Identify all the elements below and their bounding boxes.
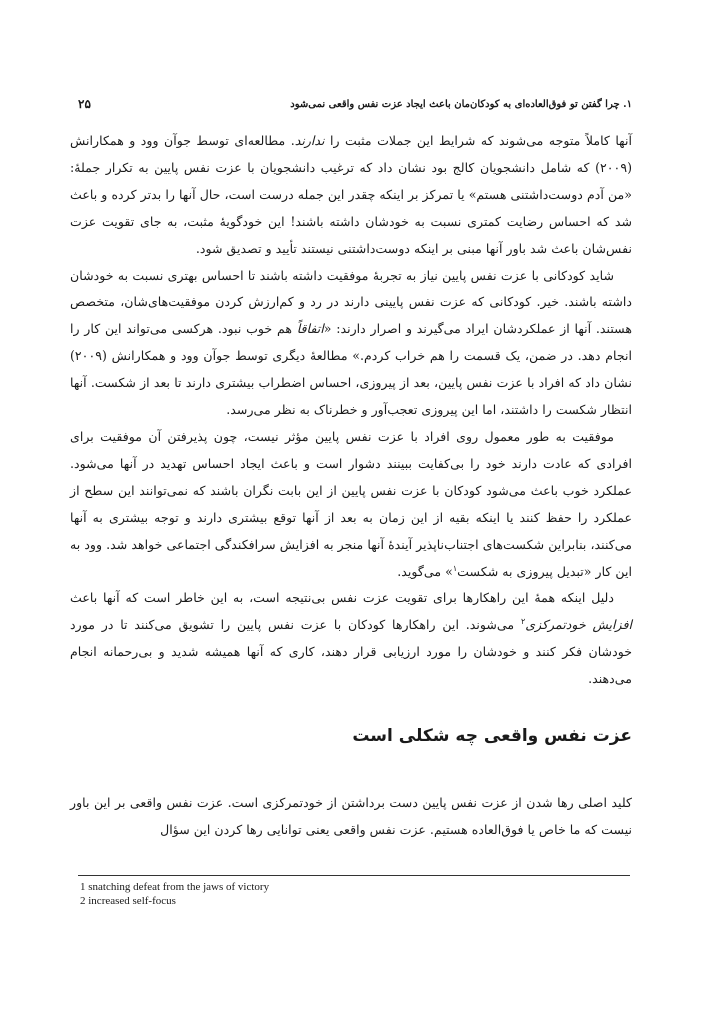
- page-number: ۲۵: [78, 97, 91, 111]
- section-body: [70, 790, 632, 844]
- footnote-marker: ۲: [520, 617, 526, 627]
- paragraph: کلید اصلی رها شدن از عزت نفس پایین دست برداشتن از خودتمرکزی است. عزت نفس واقعی بر این باور نیست که ما خاص یا فوق‌العاده هستیم. عزت نفس واقعی یعنی توانایی رها کردن این سؤال: [70, 795, 632, 837]
- footnote-marker: ۱: [452, 563, 458, 573]
- paragraph: [70, 263, 632, 424]
- text-run: دلیل اینکه همهٔ این راهکارها برای تقویت عزت نفس بی‌نتیجه است، به این خاطر است که آنها باعث: [70, 590, 614, 606]
- footnote: 2 increased self-focus: [80, 895, 176, 907]
- text-run: هم خوب نبود. هرکسی می‌تواند این کار را انجام دهد. در ضمن، یک قسمت را هم خراب کردم.» مطالعهٔ دیگری توسط جوآن وود و همکارانش (۲۰۰۹) نشان داد که افراد با عزت نفس پایین، بعد از پیروزی، احساس اضطراب بیشتری دارند تا بعد از شکست. آنها انتظار شکست را داشتند، اما این پیروزی تعجب‌آور و خطرناک به نظر می‌رسد.: [70, 321, 632, 418]
- text-run: شاید کودکانی با عزت نفس پایین نیاز به تجربهٔ موفقیت داشته باشند تا احساس بهتری نسبت به خودشان داشته باشند. خیر. کودکانی که عزت نفس پایینی دارند در رد و کم‌ارزش کردن موفقیت‌های‌شان، متخصص هستند. آنها از عملکردشان ایراد می‌گیرند و اصرار دارند: «: [70, 267, 632, 337]
- footnotes: [80, 880, 269, 908]
- text-run: آنها کاملاً متوجه می‌شوند که شرایط این جملات مثبت را: [324, 133, 632, 148]
- paragraph: [70, 424, 632, 585]
- emphasis-text: افزایش خودتمرکزی: [525, 617, 633, 633]
- text-run: موفقیت به طور معمول روی افراد با عزت نفس پایین مؤثر نیست، چون پذیرفتن آن موفقیت برای افرادی که عادت دارند خود را بی‌کفایت ببینند دشوار است و باعث ایجاد احساس تهدید در آنها می‌شود. عملکرد خوب باعث می‌شود کودکان با عزت نفس پایین از این بابت نگران باشند که نمی‌توانند این سطح از عملکرد را حفظ کنند یا اینکه بقیه از این زمان به بعد از آنها توقع بیشتری دارند و توجه بیشتری به آنها می‌کنند، بنابراین شکست‌های اجتناب‌ناپذیر آیندهٔ آنها منجر به افزایش سرافکندگی اجتماعی خواهد شد. وود به این کار «تبدیل پیروزی به شکست: [70, 428, 632, 579]
- text-run: می‌شوند. این راهکارها کودکان با عزت نفس پایین را تشویق می‌کنند تا در مورد خودشان فکر کنند و خودشان را مورد ارزیابی قرار دهند، کاری که آنها همیشه شدید و بی‌رحمانه انجام می‌دهند.: [70, 617, 632, 687]
- body-text: [70, 128, 632, 693]
- paragraph: [70, 585, 632, 693]
- emphasis-text: اتفاقاً: [296, 321, 324, 337]
- footnote: 1 snatching defeat from the jaws of victory: [80, 881, 270, 893]
- chapter-title: ۱. چرا گفتن تو فوق‌العاده‌ای به کودکان‌مان باعث ایجاد عزت نفس واقعی نمی‌شود: [290, 98, 632, 110]
- running-header: [78, 94, 632, 114]
- paragraph: [70, 128, 632, 263]
- emphasis-text: ندارند: [294, 133, 325, 148]
- text-run: . مطالعه‌ای توسط جوآن وود و همکارانش (۲۰۰۹) که شامل دانشجویان کالج بود نشان داد که ترغیب دانشجویان با عزت نفس پایین به تکرار جملهٔ: «من آدم دوست‌داشتنی هستم» یا تمرکز بر اینکه چقدر این جمله درست است، حال آنها را بدتر کرده و باعث شد که احساس رضایت کمتری نسبت به خودشان داشته باشند! این خودگویهٔ مثبت، به جای تقویت عزت نفس‌شان باعث شد باور آنها مبنی بر اینکه دوست‌داشتنی نیستند تأیید و تصدیق شود.: [70, 133, 633, 256]
- text-run: » می‌گوید.: [397, 563, 453, 579]
- section-heading: عزت نفس واقعی چه شکلی است: [352, 726, 632, 747]
- footnote-divider: [78, 875, 630, 876]
